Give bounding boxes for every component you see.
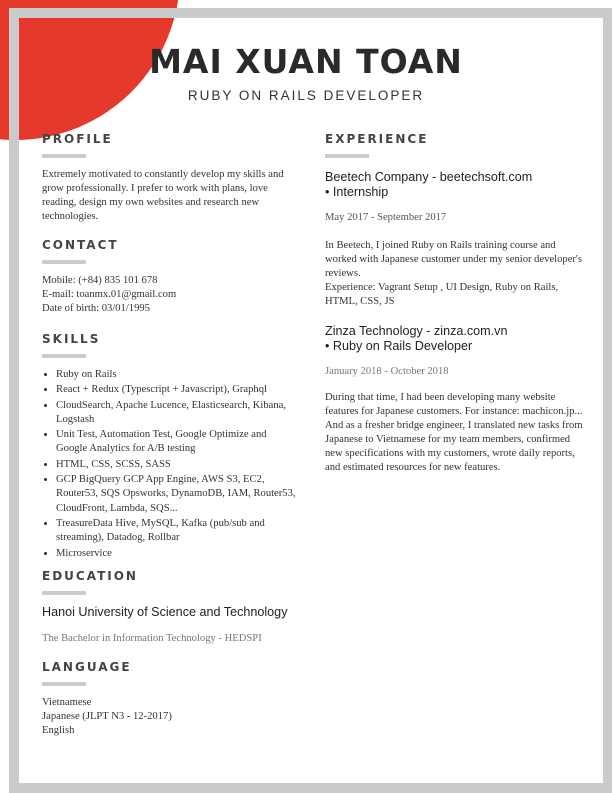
skill-item: • React + Redux (Typescript + Javascript), Graphql [56,383,300,397]
education-section [42,569,300,646]
skill-item: • CloudSearch, Apache Lucence, Elasticsearch, Kibana, Logstash [56,399,300,428]
language-divider [42,682,86,686]
left-column [42,132,300,738]
profile-divider [42,154,86,158]
experience-heading: EXPERIENCE [325,132,429,146]
education-divider [42,591,86,595]
contact-email: E-mail: toanmx.01@gmail.com [42,289,177,300]
skill-item: • TreasureData Hive, MySQL, Kafka (pub/sub and streaming), Datadog, Rollbar [56,517,300,546]
job-period: January 2018 - October 2018 [325,366,449,377]
skills-heading: SKILLS [42,332,101,346]
job-position: • Ruby on Rails Developer [325,339,473,353]
language-item: English [42,724,75,736]
contact-mobile: Mobile: (+84) 835 101 678 [42,275,158,286]
contact-heading: CONTACT [42,238,119,252]
skill-item: • Unit Test, Automation Test, Google Optimize and Google Analytics for A/B testing [56,428,300,457]
contact-section [42,238,300,316]
right-column [325,132,587,475]
profile-text: Extremely motivated to constantly develop my skills and grow professionally. I prefer to work with plans, love reading, design my own websites and research new technologies. [42,169,284,222]
job-company: Beetech Company - beetechsoft.com [325,170,533,184]
education-heading: EDUCATION [42,568,138,583]
job-entry [325,324,587,475]
job-description: In Beetech, I joined Ruby on Rails training course and worked with Japanese customer under my senior developer's reviews. [325,240,582,279]
skills-section [42,332,300,561]
profile-section [42,132,300,224]
job-company: Zinza Technology - zinza.com.vn [325,324,508,338]
skills-list [42,368,300,561]
skills-divider [42,354,86,358]
contact-dob: Date of birth: 03/01/1995 [42,303,150,314]
language-item: Vietnamese [42,696,92,708]
language-section [42,660,300,738]
job-position: • Internship [325,185,389,199]
candidate-role: RUBY ON RAILS DEVELOPER [187,88,425,103]
education-degree: The Bachelor in Information Technology - HEDSPI [42,632,262,644]
language-heading: LANGUAGE [42,659,132,674]
experience-section [325,132,587,475]
experience-divider [325,154,369,158]
language-item: Japanese (JLPT N3 - 12-2017) [42,710,172,722]
job-entry [325,170,587,309]
contact-divider [42,260,86,264]
candidate-name: MAI XUAN TOAN [149,42,463,81]
skill-item: • HTML, CSS, SCSS, SASS [56,458,300,472]
job-description: During that time, I had been developing many website features for Japanese customers. For instance: machicon.jp... [325,392,583,417]
job-description-extra: And as a fresher bridge engineer, I translated new tasks from Japanese to Vietnamese for my team members, confirmed new specifications with my customers, wrote daily reports, and estimated resources for new features. [325,420,583,473]
skill-item: • GCP BigQuery GCP App Engine, AWS S3, EC2, Router53, SQS Opsworks, DynamoDB, IAM, Router53, CloudFront, Lambda, SQS... [56,473,300,516]
job-period: May 2017 - September 2017 [325,212,447,223]
education-school: Hanoi University of Science and Technology [42,604,288,619]
skill-item: • Microservice [56,547,300,561]
skill-item: • Ruby on Rails [56,368,300,382]
profile-heading: PROFILE [42,132,113,146]
job-description-extra: Experience: Vagrant Setup , UI Design, Ruby on Rails, HTML, CSS, JS [325,282,559,307]
